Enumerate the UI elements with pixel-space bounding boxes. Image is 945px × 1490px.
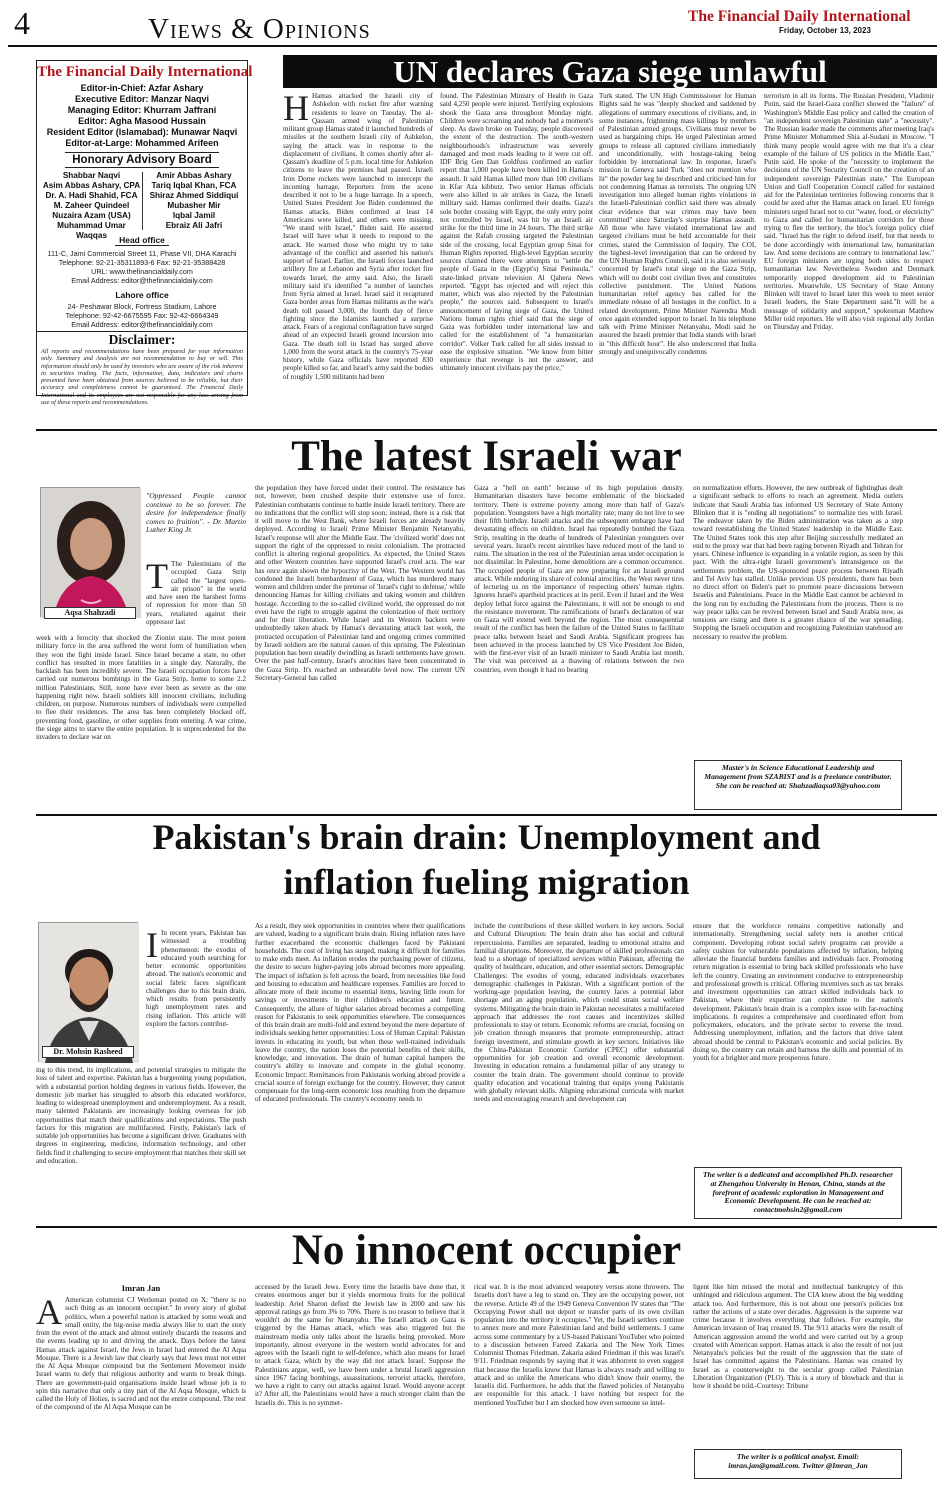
article3-col1: ing to this trend, its implications, and potential strategies to mitigate the loss of talent and expertise. Pakistan has a burgeoning young population, with a substantial portion holding degrees in various fields. However, the domestic job market has struggled to absorb this educated workforce, leading to widespread unemployment and underemployment. As a result, many talented Pakistanis are increasingly looking overseas for job opportunities that match their qualifications and expectations. The push factors for this migration are multifaceted. Firstly, Pakistan's lack of suitable job opportunities has become a significant driver. Graduates with degrees in engineering, medicine, information technology, and other fields find it challenging to secure employment that matches their skill set and education. bbox=[36, 1066, 246, 1165]
article4-byline: Imran Jan bbox=[121, 1283, 161, 1293]
board-member: Amir Abbas Ashary bbox=[156, 171, 232, 180]
article2-intro: The Palestinians of the occupied Gaza Strip called the "largest open-air prison" in the world and have seen the harshest forms of repression for more than 50 years, retaliated against their oppressor last bbox=[146, 560, 246, 626]
article3-intro: In recent years, Pakistan has witnessed a troubling phenomenon: the exodus of educated youth searching for better economic opportunities abroad. The nation's economic and social fabric faces significant challenges due to this brain drain, which results from persistently high unemployment rates and rising inflation. This article will explore the factors contribut- bbox=[146, 929, 246, 1028]
dropcap: H bbox=[283, 88, 309, 128]
article4-col2: accessed by the Israeli Jews. Every time the Israelis have done that, it creates enormous anger but it yields enormous fruits for the political leadership. Ariel Sharon defied the Jewish law in 2000 and saw his approval ratings go from 3% to 70%. There is no reason to believe that it wouldn't do the same for Netanyahu. The Israeli attack on Gaza is triggered by the Hamas attack, which was also triggered but the mainstream media only talks about the Israelis being provoked. More importantly, almost everyone in the western world advocates for and agrees with the Israeli right to self-defence, which also means for Israel to attack Gaza, which by the way did not attack Israel. Suppose the Palestinians argue, well, we have been under a brutal Israeli aggression since 1967 facing bombings, assassinations, terrorist attacks, therefore, we have a right to carry out attacks against Israel. Would anyone accept it? After all, the Palestinians would have a much stronger claim than the Israelis do. This is no symmet- bbox=[255, 1283, 465, 1407]
head-office-line: Telephone: 92-21-35311893-6 Fax: 92-21-35388428 bbox=[58, 258, 226, 267]
lahore-office-line: Telephone: 92-42-6675595 Fax: 92-42-6664349 bbox=[65, 311, 219, 320]
board-member: Shabbar Naqvi bbox=[62, 171, 121, 180]
author-photo bbox=[40, 487, 140, 617]
dropcap: T bbox=[146, 556, 168, 596]
masthead-logo: The Financial Daily International bbox=[688, 8, 911, 25]
board-member: Nuzaira Azam (USA) bbox=[52, 211, 131, 220]
article2-col1: week with a ferocity that shocked the Zionist state. The most potent military force in the area suffered the worst form of humiliation when they won the fight inside Israel. Since Israel became a state, no other conflict has resulted in more fatalities in a single day. Naturally, the backlash has been incredibly severe. The Israeli occupation forces have carried out numerous bombings in the Gaza Strip, home to some 2.2 million Palestinians. Still, none have ever been as severe as the one happening right now. Israeli soldiers kill innocent civilians, including children, on purpose. Numerous numbers of individuals were compelled to flee their residences. The area has been completely blocked off, preventing food, gasoline, or other supplies from entering. A war crime, the siege aims to starve the entire population. It is unprecedented for the invaders to declare war on bbox=[36, 634, 246, 741]
board-member: Mubasher Mir bbox=[167, 201, 221, 210]
article3-author-bio: The writer is a dedicated and accomplished Ph.D. researcher at Zhengzhou University in Henan, China, stands at the forefront of academic exploration in Management and Economic Development. He can be reached at: contactmohsin2@gmail.com bbox=[694, 1167, 902, 1219]
disclaimer-title: Disclaimer: bbox=[37, 331, 247, 347]
dropcap: I bbox=[146, 925, 158, 965]
lahore-office-title: Lahore office bbox=[115, 290, 169, 300]
article2-author-bio: Master's in Science Educational Leadership and Management from SZABIST and is a freelance contributor. She can be reached at: Shahzadiaqsa03@yahoo.com bbox=[694, 760, 902, 810]
head-office-title: Head office bbox=[115, 235, 169, 246]
lahore-office-line: Email Address: editor@thefinancialdaily.com bbox=[71, 320, 213, 329]
article3-col4: ensure that the workforce remains competitive nationally and internationally. Strengthening social safety nets is another critical component. Developing robust social safety programs can provide a safety cushion for vulnerable populations affected by inflation, helping alleviate the financial burdens families and individuals face. Promoting return migration is essential to bring back skilled professionals who have left the country. Creating an environment conducive to entrepreneurship and professional growth is critical. Offering incentives such as tax breaks and investment opportunities can attract skilled individuals back to Pakistan, where their expertise can contribute to the nation's development. Pakistan's brain drain is a complex issue with far-reaching implications. It requires a comprehensive and coordinated effort from policymakers, educators, and the private sector to reverse the trend. Addressing unemployment, inflation, and the factors that drive talent abroad should be central to Pakistan's economic and social policies. By doing so, the country can retain and harness the skills and potential of its youth for a brighter and more prosperous future. bbox=[693, 922, 903, 1062]
article4-headline: No innocent occupier bbox=[291, 1227, 682, 1274]
section-rule bbox=[36, 814, 937, 816]
board-member: Shiraz Ahmed Siddiqui bbox=[149, 191, 239, 200]
advisory-board-title: Honorary Advisory Board bbox=[65, 152, 219, 168]
article4-col4: ligent like him missed the moral and intellectual bankruptcy of this unhinged and ridiculous argument. The CIA knew about the big wedding attack too. And furthermore, this is not about one person's policies but rather the actions of a state over decades. Aggression is the supreme war crime because it involves everything that follows. For example, the American invasion of Iraq created IS. The 9/11 attacks were the result of American aggression around the world and were carried out by a group created with American support. Hamas attack is also the result of not just Netanyahu's policies but the result of the aggression that the state of Israel has committed against the Palestinians. Hamas was created by Israel as a counterweight to the secular group called Palestinian Liberation Organization (PLO). This is a story of blowback and that is how it should be told.-Courtesy: Tribune bbox=[693, 1283, 903, 1390]
staff-line: Editor-at-Large: Mohammed Arifeen bbox=[65, 138, 219, 148]
head-office-line: URL: www.thefinancialdaily.com bbox=[91, 267, 193, 276]
pull-quote: "Oppressed People cannot continue to be so forever. The desire for independence finally comes to fruition". - Dr. Martin Luther King Jr. bbox=[146, 491, 246, 535]
dropcap: A bbox=[36, 1292, 62, 1332]
board-member: Iqbal Jamil bbox=[172, 211, 216, 220]
board-member: Asim Abbas Ashary, CPA bbox=[42, 181, 141, 190]
staff-line: Executive Editor: Manzar Naqvi bbox=[74, 94, 210, 104]
article2-col3: Gaza a "hell on earth" because of its high population density. Humanitarian disasters have become emblematic of the blockaded territory. There is extreme poverty among more than half of Gaza's population. Youngsters have a high mortality rate; many do not live to see their fifth birthday. Israeli attacks and the subsequent embargo have had devastating effects on children. Israel has repeatedly bombed the Gaza Strip, resulting in the deaths of hundreds of Palestinian youngsters over several years. Israel's recent airstrikes have reduced most of the land to ruins. The situation in the rest of the Palestinian areas under occupation is not dissimilar. In Palestine, home demolitions are a common occurrence. The occupied people of Gaza are now preparing for an Israeli ground attack. While enduring its share of colonial atrocities, the West never tires of lecturing us on the importance of respecting others' human rights. Ignores Israel's apartheid practices at its peril. Even if Israel and the West deploy lethal force against the Palestinians, it will not be enough to end the resistance movement. The ramifications of Israel's declaration of war on Gaza will extend well beyond the region. The most consequential result of the conflict has been the failure of the United States to facilitate peace talks between Israel and Saudi Arabia. Significant progress has been achieved in the process launched by US Vice President Joe Biden, with the first-ever visit of an Israeli minister to Saudi Arabia last month. The visit was perceived as a thawing of relations between the two countries, even though it had no bearing bbox=[474, 484, 684, 674]
author-photo bbox=[38, 922, 138, 1062]
author-caption: Dr. Mohsin Rasheed bbox=[42, 1046, 134, 1058]
staff-line: Editor: Agha Masood Hussain bbox=[78, 116, 206, 126]
board-member: M. Zaheer Quindeel bbox=[53, 201, 130, 210]
page-number: 4 bbox=[14, 5, 30, 41]
staff-line: Editor-in-Chief: Azfar Ashary bbox=[80, 83, 204, 93]
staff-box bbox=[36, 60, 253, 407]
article2-col2: the population they have forced under their control. The resistance has not, however, been crushed despite their extensive use of force. Palestinian combatants continue to battle inside Israeli territory. There are no indications that the conflict will stop soon; instead, there is a risk that it will move to the West Bank, where Israeli forces are already heavily deployed. According to Israeli Prime Minister Benjamin Netanyahu, Israel's response will alter the Middle East. The 'civilized world' does not support the right of the oppressed to resist colonialism. The protracted conflict is altering regional geopolitics. As expected, the United States and other Western countries have supported Israel's cruel acts. The war has once again shown the hypocrisy of the West. The Western world has condoned the Israeli bombardment of Gaza, which has murdered many women and children under the pretense of 'Israel's right to defense,' while denouncing Hamas for killing civilians and taking women and children hostage. According to the so-called civilized world, the oppressed do not even have the right to struggle against the colonization of their territory and for their liberation. While Israel and its Western backers were undoubtedly taken aback by Hamas's devastating attack last week, the protracted occupation of Palestinian land and ongoing crimes committed by Israeli soldiers are the natural causes of this uprising. The Palestinian population has been steadily dwindling as Israeli settlements have grown. Over the past half-century, Israel's atrocities have been concentrated in the Gaza Strip. It's reached an unbearable level now. The current UN Secretary-General has called bbox=[255, 484, 465, 682]
author-caption: Aqsa Shahzadi bbox=[44, 607, 136, 619]
sidebar-masthead: The Financial Daily International bbox=[37, 64, 253, 80]
article1-col4: terrorism in all its forms. The Russian President, Vladimir Putin, said the Israel-Gaza conflict showed the "failure" of Washington's Middle East policy and called the creation of "an independent sovereign Palestinian state" a "necessity". The Russian leader made the comments after meeting Iraq's Prime Minister Mohammed Shia al-Sudani in Moscow. "I think many people would agree with me that it's a clear example of the failure of US politics in the Middle East," Putin said. He spoke of the "necessity to implement the decisions of the UN Security Council on the creation of an independent sovereign Palestinian state." The European Union and Gulf Cooperation Council called for sustained aid for the Palestinian territories following concerns that it could be axed after the Hamas attack on Israel. EU foreign ministers urged Israel not to cut "water, food, or electricity" to Gaza and called for humanitarian corridors for those trying to flee the territory, the bloc's foreign policy chief said. "Israel has the right to defend itself, but that needs to be done accordingly with international law, humanitarian law. And some decisions are contrary to international law." EU foreign ministers are urging both sides to respect humanitarian law. Nevertheless Sweden and Denmark temporarily stopped development aid to Palestinian territories. Meanwhile, US Secretary of State Antony Blinken will travel to Israel later this week to meet senior Israeli leaders, the State Department said."It will be a message of solidarity and support," spokesman Matthew Miller told reporters. He will also visit regional ally Jordan on Thursday and Friday. bbox=[764, 92, 934, 331]
article3-col3: include the contributions of these skilled workers in key sectors. Social and Cultural Disruption: The brain drain also has social and cultural repercussions. Families are separated, leading to emotional strains and familial disruptions. Moreover, the departure of skilled professionals can lead to a shortage of specialized services within Pakistan, affecting the quality of healthcare, education, and other essential sectors. Demographic Challenges: The exodus of young, educated individuals exacerbates demographic challenges in Pakistan. With a significant portion of the working-age population leaving, the country faces a potential labor shortage and an aging population, which could strain social welfare systems. Mitigating the brain drain in Pakistan necessitates a multifaceted approach that addresses the root causes and incentivizes skilled professionals to stay or return. Economic reforms are crucial, focusing on job creation through measures that promote entrepreneurship, attract foreign investment, and stimulate growth in key sectors. Initiatives like the China-Pakistan Economic Corridor (CPEC) offer substantial opportunities for job creation and overall economic development. Investing in education remains a fundamental pillar of any strategy to counter the brain drain. The government should continue to provide quality education and vocational training that equips young Pakistanis with globally relevant skills. Aligning educational curricula with market needs and encouraging research and development can bbox=[474, 922, 684, 1104]
section-title: Views & Opinions bbox=[148, 13, 371, 45]
issue-date: Friday, October 13, 2023 bbox=[779, 26, 871, 35]
article2-col4: on normalization efforts. However, the new outbreak of fightinghas dealt a significant setback to efforts to reach an agreement. Media outlets indicate that Saudi Arabia has informed US Secretary of State Antony Blinken that it is "ending all negotiations" to normalize ties with Israel. The endeavor taken by the Biden administration was taken as a step toward reestablishing the United States' leadership in the Middle East. The United States took this step after Beijing successfully mediated an end to the proxy war that had been raging between Riyadh and Tehran for years. Chinese influence is expanding in a volatile region, as seen by this pact. With the ultra-right Israeli government's intransigence on the settlements problem, the US-sponsored peace process between Riyadh and Tel Aviv has stalled. Unlike previous US presidents, there has been no direct effort on Biden's part to promote peace discussions between Israelis and Palestinians. Peace in the Middle East cannot be achieved in the long run by excluding the Palestinians from the process. There is no way peace talks can be revived between Israel and Saudi Arabia now, as tensions are rising and there is a greater chance of the war spreading. Stopping the Israeli occupation and recognizing Palestinian statehood are necessary to resolve the problem. bbox=[693, 484, 903, 641]
article1-col3: Turk stated. The UN High Commissioner for Human Rights said he was "deeply shocked and saddened by allegations of summary executions of civilians, and, in some instances, frightening mass killings by members of Palestinian armed groups. Civilians must never be used as bargaining chips. He urged Palestinian armed groups to release all captured civilians immediately and unconditionally, with hostage-taking being forbidden by international law. In response, Israel's mission in Geneva said Turk "does not mention who lit" the powder keg he described and criticised him for not condemning Hamas as terrorists. The ongoing UN investigation into alleged human rights violations in the Israeli-Palestinian conflict said there was already clear evidence that war crimes may have been committed" since Saturday's surprise Hamas assault. All those who have violated international law and targeted civilians must be held accountable for their crimes, stated the Commission of Inquiry. The COI, the highest-level investigation that can be ordered by the UN Human Rights Council, said it is also seriously concerned by Israel's total siege on the Gaza Strip, which will no doubt cost civilian lives and constitutes collective punishment. The United Nations humanitarian relief agency has called for the immediate release of all hostages in the conflict. In a related development, Prime Minister Narendra Modi once again extended support to Israel. In his telephone talk with Prime Minister Netanyahu, Modi said he assured the Israeli premier that India stands with Israel in "this difficult hour". He also underscored that India strongly and unequivocally condemns bbox=[599, 92, 756, 356]
staff-line: Managing Editor: Khurram Jaffrani bbox=[67, 105, 217, 115]
article4-author-bio: The writer is a political analyst. Email: imran.jan@gmail.com. Twitter @Imran_Jan bbox=[694, 1449, 902, 1479]
article4-col3: rical war. It is the most advanced weaponry versus stone throwers. The Israelis don't have a leg to stand on. They are the occupying power, not the reverse. Article 49 of the 1949 Geneva Convention IV states that "The Occupying Power shall not deport or transfer parts of its own civilian population into the territory it occupies." Yet, the Israeli settlers continue to annex more and more Palestinian land and build settlements. I came across some commentary by a US-based Pakistani YouTuber who pointed to a discussion between Fareed Zakaria and The New York Times Columnist Thomas Friedman. Zakaria asked Friedman if this was Israel's 9/11. Friedman responds by saying that it was abhorrent to even suggest that because the Israelis know that Hamas is always ready and willing to attack and so unlike the Americans who didn't know their enemy, the Israelis did. Furthermore, he adds that the flawed policies of Netanyahu are responsible for this attack. I have nothing but respect for the mentioned YouTuber but I am shocked how even someone so intel- bbox=[474, 1283, 684, 1407]
head-office-line: 111-C, Jami Commercial Street 11, Phase VII, DHA Karachi bbox=[47, 249, 237, 258]
article1-headline: UN declares Gaza siege unlawful bbox=[393, 54, 827, 89]
head-office-line: Email Address: editor@thefinancialdaily.com bbox=[71, 276, 213, 285]
article2-headline: The latest Israeli war bbox=[291, 433, 682, 480]
lahore-office-line: 24- Peshawar Block, Fortress Stadium, Lahore bbox=[67, 302, 217, 311]
section-rule bbox=[36, 429, 937, 431]
staff-line: Resident Editor (Islamabad): Munawar Naqvi bbox=[46, 127, 238, 137]
board-member: Ebraiz Ali Jafri bbox=[165, 221, 223, 230]
article4-col1: American columnist CJ Werleman posted on X: "there is no such thing as an innocent occupier." In every story of global politics, when a powerful nation is attacked by some weak and small entity, the big-noise media always like to start the story from the event of the attack and almost entirely discards the reasons and the events leading up to and driving the attack. Days before the latest Hamas attack against Israel, the Jews in Israel had entered the Al Aqsa Mosque. There is a Jewish law that clearly says that Jews must not enter the Al Aqsa Mosque compound but the Settlement Movement inside Israel wants to defy that religious authority and wants to break things. There are government-paid organisations inside Israel whose job is to spin this narrative that only a tiny part of the Al Aqsa Mosque, which is called the Holy of Holies, is sacred and not the entire compound. The rest of the compound of the Al Aqsa Mosque can be bbox=[36, 1296, 246, 1412]
article1-col1: Hamas attacked the Israeli city of Ashkelon with rocket fire after warning residents to leave on Tuesday. The al-Qassam armed wing of Palestinian militant group Hamas stated it launched hundreds of missiles at the southern Israeli city of Ashkelon, saying the attack was in response to the displacement of civilians. It comes shortly after al-Qassam's deadline of 5 p.m. local time for Ashkelon citizens to leave the premises had passed. Israeli Iron Dome rockets were launched to intercept the incoming barrage, Reporters from the scene described it not to be a huge barrage. In a speech, United States President Joe Biden condemned the Hamas attacks. Biden confirmed at least 14 Americans were killed, and others were missing. "We stand with Israel," Biden said. He asserted Israel will have what it needs to respond to the attack. He warned those who might try to take advantage of the conflict and asserted his nation's support of Israel. Earlier, the Israeli forces launched artillery fire at Lebanon and Syria after rocket fire towards Israel, the army said. Also, the Israeli military said it's identified "a number of launches from Syria aimed at Israel. Israel said it recaptured Gaza border areas from Hamas militants as the war's death toll passed 3,000, the fourth day of fierce fighting since the Islamists launched a surprise attack. Fears of a regional conflagration have surged ahead of an expected Israeli ground incursion into Gaza. The death toll in Israel has surged above 1,000 from the worst attack in the country's 75-year history, while Gaza officials have reported 830 people killed so far, and Israel's army said the bodies of roughly 1,500 militants had been bbox=[283, 92, 433, 381]
article1-col2: found. The Palestinian Ministry of Health in Gaza said 4,250 people were injured. Terrifying explosions shook the Gaza area throughout Monday night. Children were screaming and nobody had a moment's sleep. As dawn broke on Tuesday, people discovered the extent of the destruction. The south-western neighbourhoods's infrastructure was severely damaged and most roads leading to it were cut off. IDF Brig Gen Dan Goldfuss confirmed an earlier report that 1,000 people have been killed in Hamas's assault. It said Hamas killed more than 100 civilians in Kfar Aza kibbutz. Two senior Hamas officials were also killed in air strikes in Gaza, the Israeli military said. Hamas confirmed their deaths. Gaza's sole border crossing with Egypt, the only entry point not controlled by Israel, was hit by an Israeli air strike for the third time in 24 hours. The third strike against the Rafah crossing targeted the Palestinian side of the crossing, local Egyptian group Sinai for Human Rights reported. High-level Egyptian security sources claimed there were attempts to "settle the people of Gaza in the (Egypt's) Sinai Peninsula," state-linked private television Al Qahera News reported. "Egypt has rejected and will reject this matter, which was also rejected by the Palestinian people," the sources said. Subsequent to Israel's announcement of laying siege of Gaza, the United Nations human rights chief said that the siege of Gaza was forbidden under international law and called for the establishment of "a humanitarian corridor". Volker Turk called for all sides instead to ease the explosive situation. "We know from bitter experience that revenge is not the answer, and ultimately innocent civilians pay the price," bbox=[440, 92, 593, 373]
article3-headline-line2: inflation fueling migration bbox=[283, 862, 690, 902]
board-member: Muhammad Umar Waqqas bbox=[57, 221, 126, 240]
article3-headline-line1: Pakistan's brain drain: Unemployment and bbox=[152, 817, 821, 857]
board-member: Tariq Iqbal Khan, FCA bbox=[151, 181, 237, 190]
board-member: Dr. A. Hadi Shahid, FCA bbox=[45, 191, 138, 200]
article3-col2: As a result, they seek opportunities in countries where their qualifications are valued, leading to a significant brain drain. Rising inflation rates have further exacerbated the economic challenges faced by Pakistani households. The cost of living has surged, making it difficult for families to make ends meet. As inflation erodes the purchasing power of citizens, the desire to secure higher-paying jobs abroad becomes more appealing. The impact of inflation is felt across the board, from necessities like food and housing to education and healthcare expenses. Families are forced to allocate more of their income to essential items, leaving little room for savings or investments in their children's education and future. Consequently, the allure of higher salaries abroad becomes a compelling reason for Pakistanis to seek opportunities elsewhere. The consequences of this brain drain are multi-fold and extend beyond the mere departure of individuals seeking better opportunities: Loss of Human Capital: Pakistan invests in educating its youth, but when these well-trained individuals leave the country, the nation loses the potential benefits of their skills, knowledge, and innovation. The drain of human capital hampers the country's ability to innovate and compete in the global economy. Economic Impact: Remittances from Pakistanis working abroad provide a crucial source of foreign exchange for the country. However, they cannot compensate for the long-term economic loss resulting from the departure of educated professionals. The country's economy needs to bbox=[255, 922, 465, 1104]
header-rule bbox=[8, 45, 937, 47]
disclaimer-text: All reports and recommendations have been prepared for your information only. Summary and Analysis are not recommendation to buy or sell. This information should only be used by investors who are aware of the risk inherent in securities trading. The facts, information, data, indicators and charts presented have been obtained from sources believed to be reliable, but their accuracy and completeness cannot be guaranteed. The Financial Daily International and its employees are not responsible for any loss arising from use of these reports and recommendations. bbox=[41, 348, 243, 407]
